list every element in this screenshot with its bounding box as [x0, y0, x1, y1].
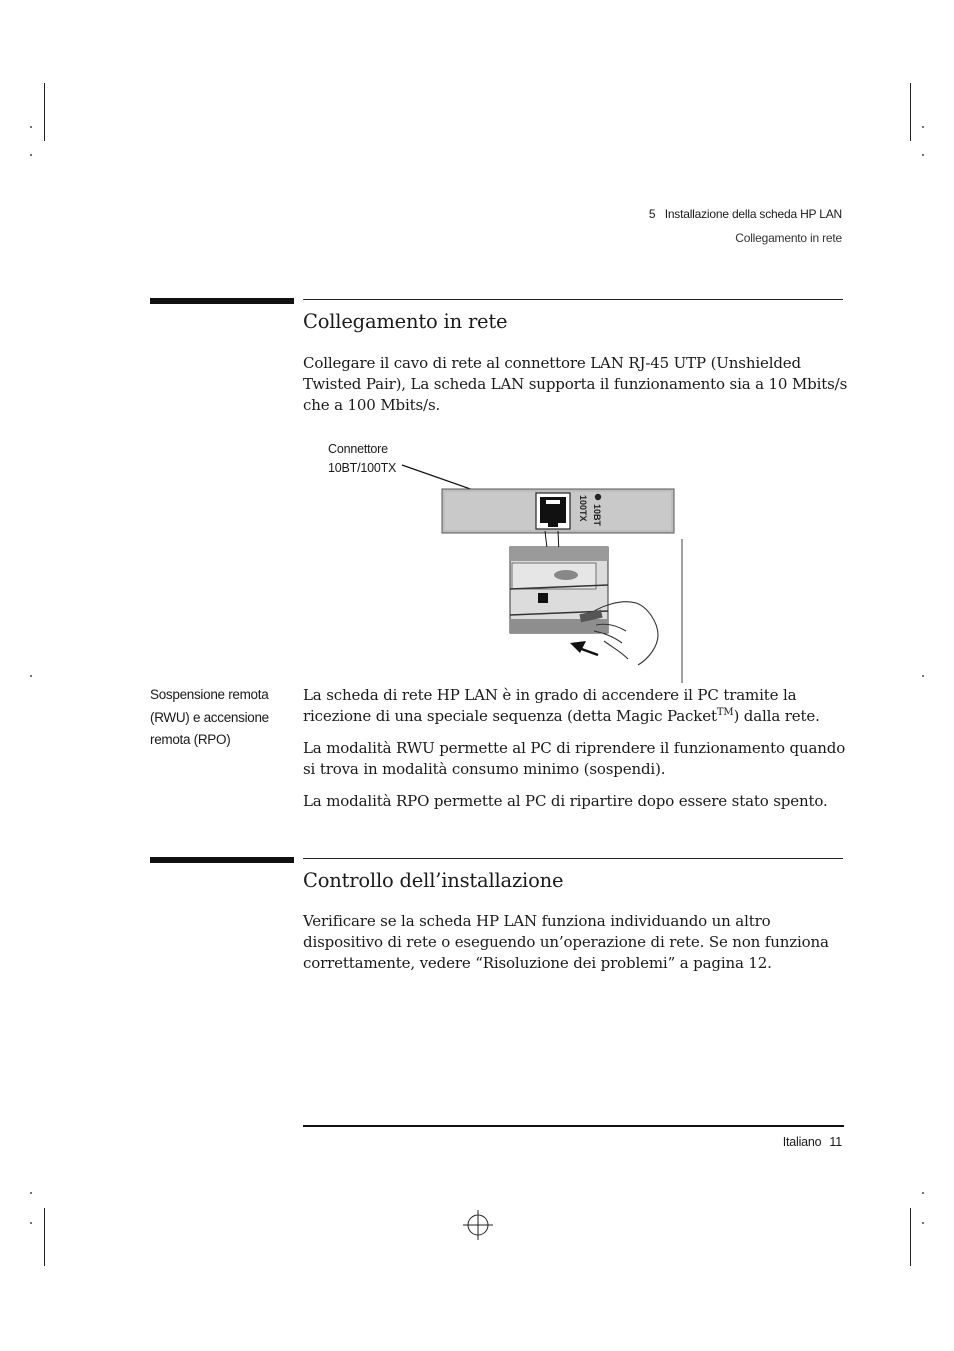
section-paragraph: Verificare se la scheda HP LAN funziona individuando un altro dispositivo di rete o eseguendo un’operazione di rete. Se non funziona correttamente, vedere “Risoluzione dei problemi” a pagina 12. [303, 912, 829, 972]
crop-mark-top-left [44, 83, 45, 141]
side-heading-line: Sospensione remota [150, 687, 269, 702]
section-title: Controllo dell’installazione [303, 869, 564, 892]
section-rule-thin [303, 858, 843, 859]
page-footer [783, 1135, 842, 1149]
crop-mark-bottom-right [910, 1208, 911, 1266]
figure-callout-line: 10BT/100TX [328, 461, 397, 475]
footer-language: Italiano [782, 1135, 822, 1149]
figure-callout-line: Connettore [328, 442, 388, 456]
wake-paragraph-magic-packet [303, 685, 848, 727]
side-heading [150, 684, 290, 752]
led-indicator [595, 494, 601, 500]
section-rule-thick [150, 857, 294, 863]
text-run: La scheda di rete HP LAN è in grado di accendere il PC tramite la ricezione di una speciale sequenza (detta Magic Packet [303, 686, 797, 725]
section-paragraph: Collegare il cavo di rete al connettore LAN RJ-45 UTP (Unshielded Twisted Pair), La scheda LAN supporta il funzionamento sia a 10 Mbits/s che a 100 Mbits/s. [303, 354, 848, 414]
wake-paragraph-rwu: La modalità RWU permette al PC di riprendere il funzionamento quando si trova in modalità consumo minimo (sospendi). [303, 739, 846, 778]
section-rule-thin [303, 299, 843, 300]
registration-target [463, 1210, 493, 1240]
registration-dot [922, 675, 924, 677]
crop-mark-top-right [910, 83, 911, 141]
crop-mark-bottom-left [44, 1208, 45, 1266]
registration-dot [30, 1222, 32, 1224]
registration-dot [922, 154, 924, 156]
registration-dot [922, 1192, 924, 1194]
pc-rj45-port [538, 593, 548, 603]
running-header-section: Collegamento in rete [735, 231, 842, 245]
text-run: ) dalla rete. [733, 707, 820, 725]
side-heading-line: (RWU) e accensione [150, 709, 269, 725]
side-heading-line: remota (RPO) [150, 732, 231, 747]
registration-dot [922, 1222, 924, 1224]
registration-dot [30, 675, 32, 677]
registration-dot [30, 126, 32, 128]
running-header-chapter: 5 Installazione della scheda HP LAN [648, 207, 842, 221]
led-label-10bt: 10BT [592, 504, 602, 527]
trademark-sup: TM [716, 707, 734, 718]
led-label-100tx: 100TX [578, 495, 588, 522]
page-number: 11 [829, 1135, 842, 1149]
section-rule-thick [150, 298, 294, 304]
wake-paragraph-rpo: La modalità RPO permette al PC di ripartire dopo essere stato spento. [303, 792, 828, 810]
section-title: Collegamento in rete [303, 310, 508, 333]
footer-rule [303, 1125, 844, 1127]
registration-dot [922, 126, 924, 128]
registration-dot [30, 1192, 32, 1194]
registration-dot [30, 154, 32, 156]
lan-card-illustration [390, 455, 690, 685]
